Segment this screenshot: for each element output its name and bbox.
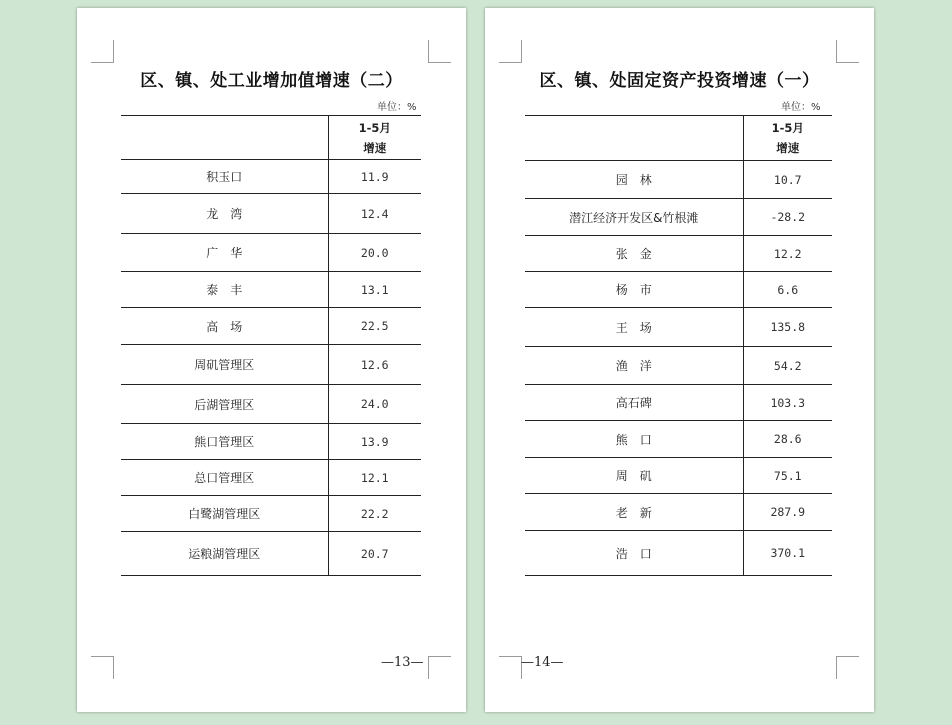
page-title: 区、镇、处工业增加值增速（二）: [140, 71, 403, 91]
investment-growth-table: [525, 115, 832, 576]
crop-mark: [836, 40, 859, 63]
row-name: 渔 洋: [525, 347, 743, 385]
row-name: 后湖管理区: [121, 385, 328, 424]
table-row: [121, 460, 421, 496]
document-page-13: [77, 8, 466, 712]
table-header-row: [121, 116, 421, 160]
table-row: [525, 421, 832, 458]
row-value: 12.4: [328, 194, 421, 234]
row-name: 王 场: [525, 308, 743, 347]
crop-mark: [428, 40, 451, 63]
table-row: [121, 160, 421, 194]
table-row: [121, 496, 421, 532]
row-name: 高石碑: [525, 385, 743, 421]
row-name: 周矶管理区: [121, 345, 328, 385]
industrial-growth-table: [121, 115, 421, 576]
table-header-row: [525, 116, 832, 161]
row-value: 13.9: [328, 424, 421, 460]
row-value: 287.9: [743, 494, 832, 531]
page-number: —14—: [521, 655, 564, 670]
row-name: 泰 丰: [121, 272, 328, 308]
row-name: 龙 湾: [121, 194, 328, 234]
table-row: [525, 531, 832, 576]
header-blank-cell: [121, 116, 328, 160]
row-name: 广 华: [121, 234, 328, 272]
table-row: [121, 272, 421, 308]
row-name: 高 场: [121, 308, 328, 345]
page-number: —13—: [381, 655, 424, 670]
row-value: 370.1: [743, 531, 832, 576]
row-value: 12.1: [328, 460, 421, 496]
document-page-14: [485, 8, 874, 712]
unit-label: 单位：%: [377, 102, 417, 113]
row-value: 12.6: [328, 345, 421, 385]
table-row: [525, 385, 832, 421]
row-name: 浩 口: [525, 531, 743, 576]
row-value: 6.6: [743, 272, 832, 308]
row-value: 20.0: [328, 234, 421, 272]
row-value: 24.0: [328, 385, 421, 424]
row-value: 28.6: [743, 421, 832, 458]
row-value: 12.2: [743, 236, 832, 272]
row-name: 老 新: [525, 494, 743, 531]
table-row: [525, 347, 832, 385]
row-value: 54.2: [743, 347, 832, 385]
row-name: 熊口管理区: [121, 424, 328, 460]
row-value: -28.2: [743, 199, 832, 236]
page-title: 区、镇、处固定资产投资增速（一）: [539, 71, 820, 91]
header-period-cell: [328, 116, 421, 160]
row-name: 运粮湖管理区: [121, 532, 328, 576]
unit-label: 单位：%: [781, 102, 821, 113]
table-row: [525, 236, 832, 272]
row-name: 总口管理区: [121, 460, 328, 496]
row-value: 20.7: [328, 532, 421, 576]
header-period-cell: [743, 116, 832, 161]
table-row: [525, 199, 832, 236]
row-value: 135.8: [743, 308, 832, 347]
header-period: 1-5月: [358, 120, 391, 135]
row-value: 75.1: [743, 458, 832, 494]
table-row: [525, 161, 832, 199]
header-period: 1-5月: [771, 121, 804, 135]
table-row: [121, 194, 421, 234]
crop-mark: [836, 656, 859, 679]
row-value: 103.3: [743, 385, 832, 421]
row-value: 11.9: [328, 160, 421, 194]
table-row: [121, 345, 421, 385]
table-row: [525, 494, 832, 531]
table-row: [121, 234, 421, 272]
row-name: 积玉口: [121, 160, 328, 194]
table-row: [121, 424, 421, 460]
crop-mark: [499, 40, 522, 63]
table-row: [525, 272, 832, 308]
row-name: 白鹭湖管理区: [121, 496, 328, 532]
row-name: 张 金: [525, 236, 743, 272]
row-value: 22.5: [328, 308, 421, 345]
row-value: 10.7: [743, 161, 832, 199]
row-name: 潜江经济开发区&竹根滩: [525, 199, 743, 236]
row-name: 周 矶: [525, 458, 743, 494]
crop-mark: [91, 656, 114, 679]
crop-mark: [91, 40, 114, 63]
table-row: [121, 532, 421, 576]
header-metric: 增速: [776, 141, 800, 155]
table-row: [121, 308, 421, 345]
row-value: 22.2: [328, 496, 421, 532]
table-row: [121, 385, 421, 424]
row-name: 园 林: [525, 161, 743, 199]
table-row: [525, 308, 832, 347]
crop-mark: [428, 656, 451, 679]
header-blank-cell: [525, 116, 743, 161]
row-name: 杨 市: [525, 272, 743, 308]
table-row: [525, 458, 832, 494]
crop-mark: [499, 656, 522, 679]
row-value: 13.1: [328, 272, 421, 308]
header-metric: 增速: [363, 140, 387, 155]
row-name: 熊 口: [525, 421, 743, 458]
